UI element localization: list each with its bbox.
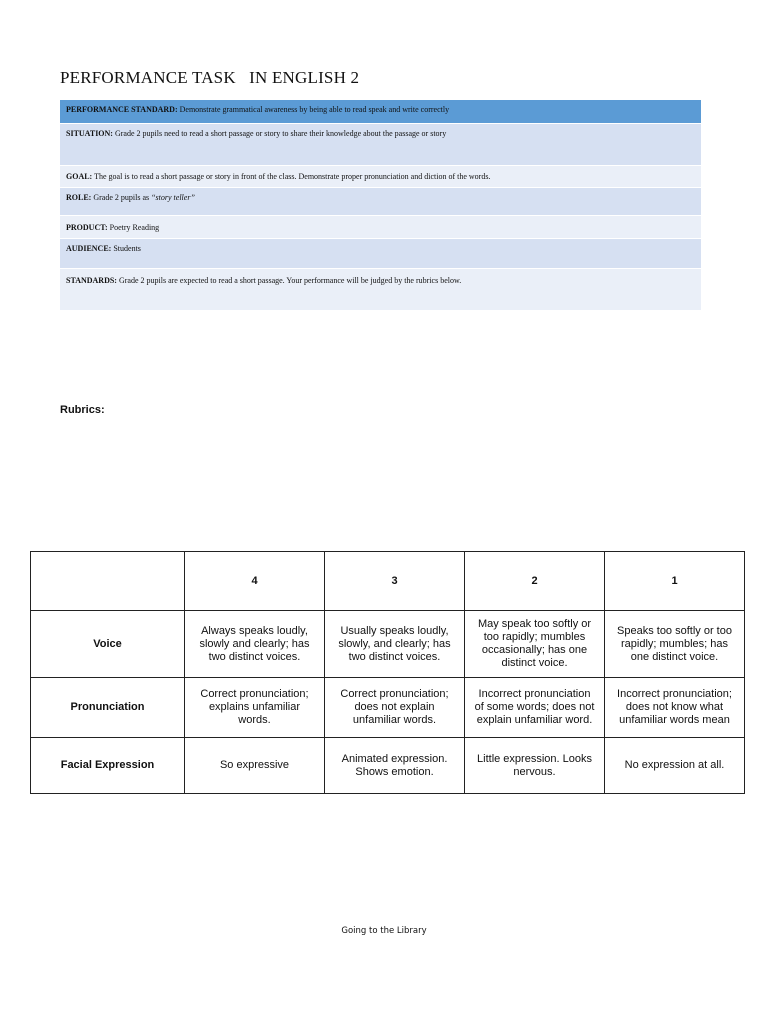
criterion-voice: Voice [31, 611, 185, 678]
rubric-cell: Animated expression. Shows emotion. [325, 738, 465, 794]
rubric-cell: Little expression. Looks nervous. [465, 738, 605, 794]
rubric-header-row [31, 552, 745, 611]
situation-label: SITUATION: [66, 129, 113, 138]
audience-label: AUDIENCE: [66, 244, 112, 253]
audience-row [60, 239, 701, 269]
goal-row [60, 166, 701, 188]
rubric-row-facial-expression [31, 738, 745, 794]
rubric-cell: Correct pronunciation; explains unfamiliar words. [185, 678, 325, 738]
rubric-cell: Correct pronunciation; does not explain unfamiliar words. [325, 678, 465, 738]
rubric-header-score-2: 2 [465, 552, 605, 611]
grasps-table [60, 100, 701, 311]
criterion-pronunciation: Pronunciation [31, 678, 185, 738]
role-row [60, 188, 701, 216]
rubric-cell: Always speaks loudly, slowly and clearly; has two distinct voices. [185, 611, 325, 678]
standards-label: STANDARDS: [66, 276, 117, 285]
rubric-cell: So expressive [185, 738, 325, 794]
goal-text: The goal is to read a short passage or story in front of the class. Demonstrate proper pronunciation and diction of the words. [94, 172, 491, 181]
rubric-cell: May speak too softly or too rapidly; mumbles occasionally; has one distinct voice. [465, 611, 605, 678]
product-label: PRODUCT: [66, 223, 108, 232]
rubric-cell: Speaks too softly or too rapidly; mumbles; has one distinct voice. [605, 611, 745, 678]
rubric-header-score-1: 1 [605, 552, 745, 611]
performance-standard-row [60, 100, 701, 124]
situation-text: Grade 2 pupils need to read a short passage or story to share their knowledge about the passage or story [114, 129, 447, 138]
situation-row [60, 124, 701, 166]
performance-standard-label: PERFORMANCE STANDARD: [66, 105, 178, 114]
rubric-cell: Incorrect pronunciation; does not know what unfamiliar words mean [605, 678, 745, 738]
product-row [60, 216, 701, 239]
rubric-cell: Usually speaks loudly, slowly, and clearly; has two distinct voices. [325, 611, 465, 678]
page-title: PERFORMANCE TASK IN ENGLISH 2 [60, 68, 360, 87]
performance-standard-text: Demonstrate grammatical awareness by being able to read speak and write correctly [179, 105, 450, 114]
rubric-cell: No expression at all. [605, 738, 745, 794]
goal-label: GOAL: [66, 172, 93, 181]
role-text: Grade 2 pupils as [93, 193, 150, 202]
role-label: ROLE: [66, 193, 92, 202]
rubric-header-score-4: 4 [185, 552, 325, 611]
audience-text: Students [113, 244, 141, 253]
rubric-table [30, 551, 745, 794]
rubric-cell: Incorrect pronunciation of some words; does not explain unfamiliar word. [465, 678, 605, 738]
criterion-facial-expression: Facial Expression [31, 738, 185, 794]
rubric-header-empty [31, 552, 185, 611]
rubric-header-score-3: 3 [325, 552, 465, 611]
rubrics-heading: Rubrics: [60, 404, 105, 416]
rubric-row-voice [31, 611, 745, 678]
standards-row [60, 269, 701, 311]
rubric-row-pronunciation [31, 678, 745, 738]
role-italic-text: “story teller” [151, 193, 195, 202]
standards-text: Grade 2 pupils are expected to read a short passage. Your performance will be judged by the rubrics below. [118, 276, 462, 285]
footer-text: Going to the Library [341, 926, 427, 936]
product-text: Poetry Reading [109, 223, 160, 232]
